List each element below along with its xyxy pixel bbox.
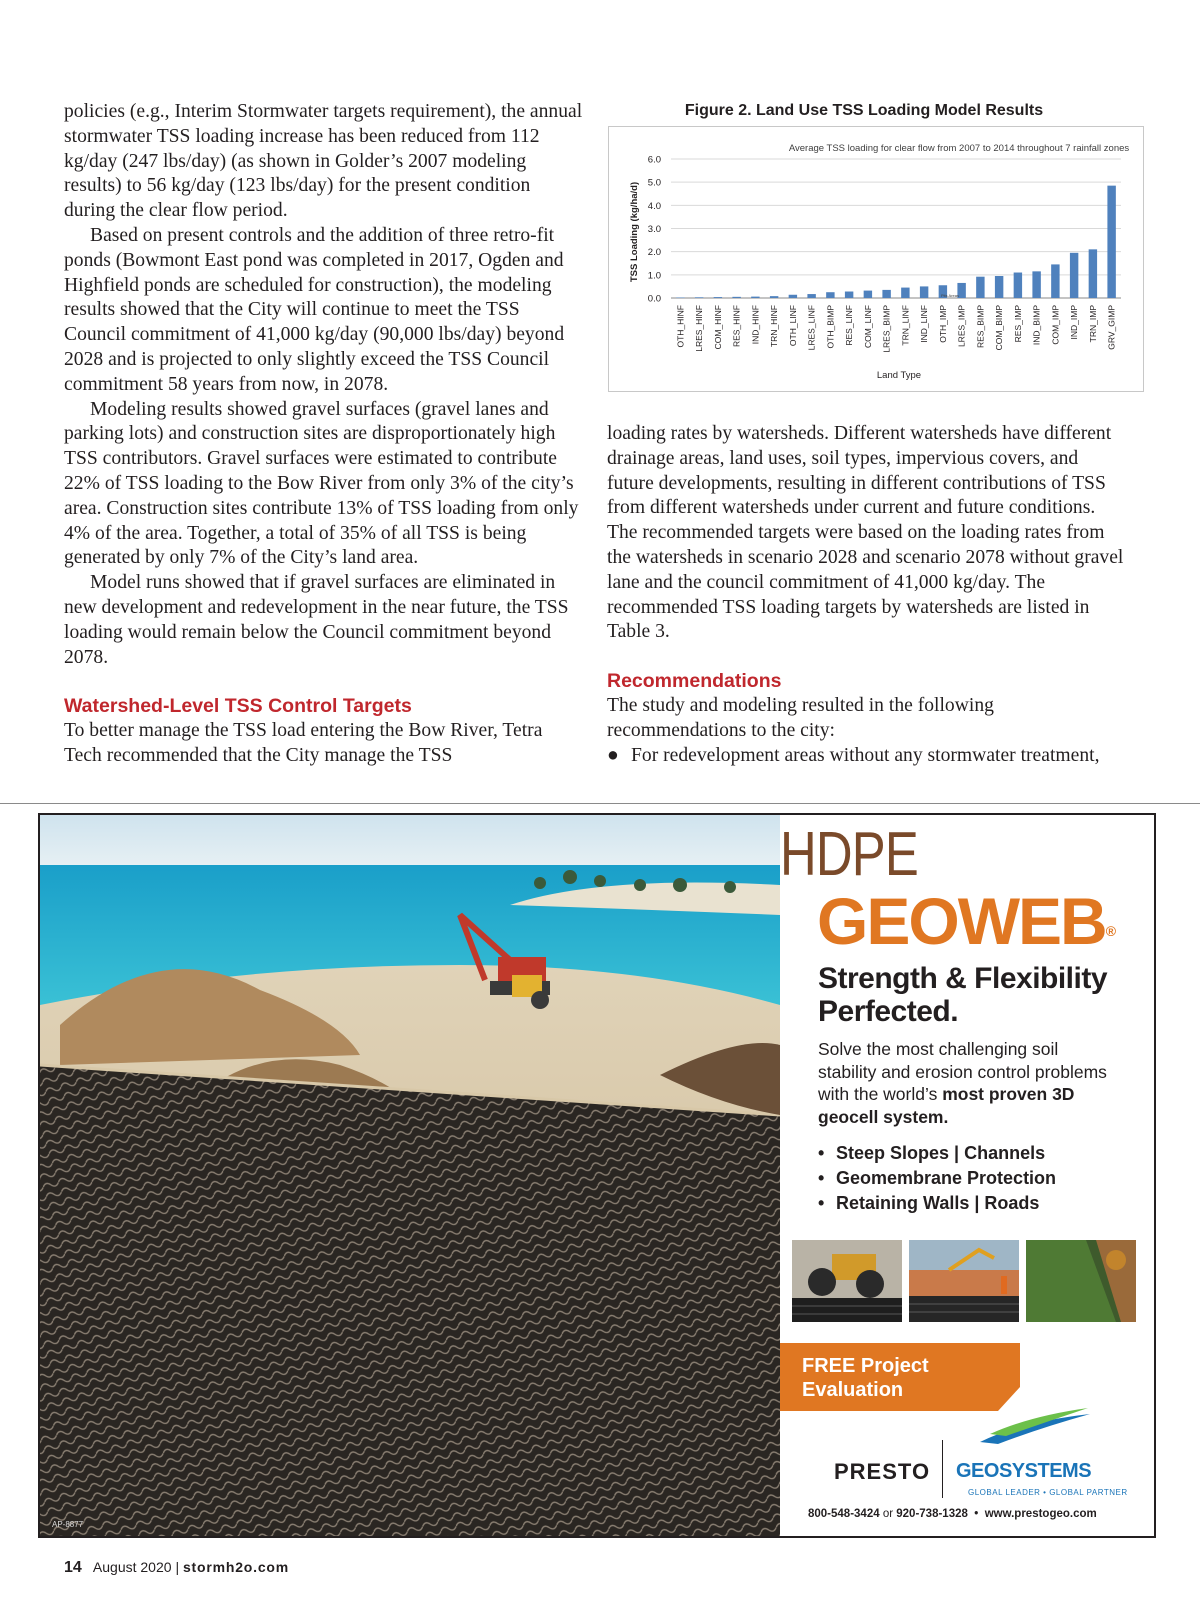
chart-x-tick-label: LRES_LINF bbox=[806, 305, 817, 351]
phone-number[interactable]: 920-738-1328 bbox=[896, 1508, 968, 1520]
chart-bar bbox=[695, 297, 703, 298]
chart-bar bbox=[1051, 264, 1059, 298]
bullet-text: For redevelopment areas without any stormwater treatment, bbox=[631, 744, 1100, 766]
chart-x-tick-label: LRES_HINF bbox=[694, 305, 705, 352]
chart-bar bbox=[1070, 253, 1078, 298]
chart-x-tick-label: IND_HINF bbox=[750, 305, 761, 345]
chart-bar bbox=[751, 297, 759, 298]
chart-x-tick-label: OTH_BIMP bbox=[825, 305, 836, 349]
bullet-dot: • bbox=[818, 1168, 825, 1188]
paragraph: The study and modeling resulted in the following recommendations to the city: bbox=[607, 694, 994, 741]
section-divider bbox=[0, 803, 1200, 804]
chart-bar bbox=[1089, 249, 1097, 298]
paragraph: Modeling results showed gravel surfaces (gravel lanes and parking lots) and construction sites are disproportionately high TSS contributors. Gravel surfaces were estimated to contribute 22% of TSS loading to the Bow River from only 3% of the city’s area. Construction sites contribute 13% of TSS loading from only 4% of the area. Together, a total of 35% of all TSS is being generated by only 7% of the City’s land area. bbox=[64, 398, 579, 569]
chart-x-tick-label: LRES_IMP bbox=[956, 305, 967, 348]
cta-text[interactable] bbox=[802, 1354, 929, 1402]
page-number: 14 bbox=[64, 1559, 82, 1576]
chart-x-tick-label: COM_BIMP bbox=[994, 305, 1005, 351]
chart-bar bbox=[995, 276, 1003, 298]
chart-x-tick-label: GRV_GIMP bbox=[1106, 305, 1117, 350]
site-url[interactable]: stormh2o.com bbox=[182, 1559, 290, 1575]
brand-subtitle: GLOBAL LEADER • GLOBAL PARTNER bbox=[968, 1488, 1128, 1497]
bullet-dot: • bbox=[818, 1193, 825, 1213]
left-article-column bbox=[64, 100, 584, 769]
paragraph: policies (e.g., Interim Stormwater targets requirement), the annual stormwater TSS loading increase has been reduced from 112 kg/day (247 lbs/day) (as shown in Golder’s 2007 modeling results) to 56 kg/day (123 lbs/day) for the present condition during the clear flow period. bbox=[64, 101, 583, 222]
chart-bar bbox=[807, 294, 815, 298]
chart-y-tick-label: 5.0 bbox=[647, 177, 661, 189]
ad-description bbox=[818, 1038, 1108, 1128]
chart-x-tick-label: OTH_IMP bbox=[937, 305, 948, 343]
right-article-column bbox=[607, 422, 1127, 768]
website-link[interactable]: www.prestogeo.com bbox=[984, 1508, 1097, 1520]
chart-bar bbox=[901, 288, 909, 298]
chart-x-tick-label: IND_BIMP bbox=[1031, 305, 1042, 346]
chart-bar bbox=[1014, 273, 1022, 298]
footer-separator: | bbox=[175, 1559, 180, 1575]
tagline-line: Strength & Flexibility bbox=[818, 962, 1108, 995]
chart-canvas bbox=[609, 127, 1143, 391]
chart-bar bbox=[864, 291, 872, 298]
geosystems-brand: GEOSYSTEMS bbox=[956, 1460, 1092, 1482]
chart-x-tick-label: COM_IMP bbox=[1050, 305, 1061, 345]
chart-bar bbox=[845, 292, 853, 298]
feature-text: Steep Slopes | Channels bbox=[836, 1143, 1046, 1163]
geosystems-swoosh-logo bbox=[980, 1408, 1090, 1448]
ad-feature-list bbox=[818, 1141, 1056, 1216]
feature-item bbox=[818, 1166, 1056, 1191]
chart-bar bbox=[789, 295, 797, 298]
cta-line: FREE Project bbox=[802, 1355, 929, 1377]
page-footer bbox=[64, 1559, 289, 1577]
brand-divider bbox=[942, 1440, 943, 1498]
registered-mark: ® bbox=[1105, 923, 1115, 939]
ad-headline-hdpe: HDPE bbox=[780, 820, 918, 889]
chart-title: Average TSS loading for clear flow from 2007 to 2014 throughout 7 rainfall zones bbox=[788, 143, 1130, 154]
chart-bar bbox=[714, 297, 722, 298]
ad-code: AP-8877 bbox=[52, 1520, 84, 1529]
tagline-line: Perfected. bbox=[818, 995, 959, 1028]
chart-x-tick-label: OTH_LINF bbox=[787, 305, 798, 347]
chart-annotation: Pits Areas bbox=[940, 293, 960, 298]
phone-number[interactable]: 800-548-3424 bbox=[808, 1508, 880, 1520]
excavator-photo-thumbnail bbox=[909, 1240, 1019, 1322]
contact-line[interactable] bbox=[808, 1508, 1097, 1520]
chart-x-tick-label: TRN_HINF bbox=[769, 305, 780, 348]
separator: • bbox=[974, 1508, 979, 1520]
chart-y-axis-label: TSS Loading (kg/ha/d) bbox=[629, 181, 640, 283]
chart-x-tick-label: RES_LINF bbox=[844, 305, 855, 346]
ad-headline-geoweb bbox=[817, 884, 1115, 958]
chart-x-tick-label: COM_LINF bbox=[862, 305, 873, 348]
chart-x-tick-label: TRN_IMP bbox=[1087, 305, 1098, 343]
cta-line: Evaluation bbox=[802, 1379, 904, 1401]
feature-text: Geomembrane Protection bbox=[836, 1168, 1057, 1188]
paragraph: loading rates by watersheds. Different watersheds have different drainage areas, land uses, soil types, impervious covers, and future developments, resulting in different contributions of TSS from different watersheds under current and future conditions. The recommended targets were based on the loading rates from the watersheds in scenario 2028 and scenario 2078 without gravel lane and the council commitment of 41,000 kg/day. The recommended TSS loading targets by watersheds are listed in Table 3. bbox=[607, 423, 1124, 643]
desc-text: Solve the most challenging soil stability and erosion control problems with the world’s bbox=[818, 1039, 1107, 1104]
vegetated-wall-photo-thumbnail bbox=[1026, 1240, 1136, 1322]
presto-brand: PRESTO bbox=[834, 1459, 931, 1484]
chart-x-axis-label: Land Type bbox=[876, 370, 922, 381]
bullet-dot: ● bbox=[607, 744, 619, 766]
feature-item bbox=[818, 1191, 1056, 1216]
issue-date: August 2020 bbox=[92, 1559, 172, 1575]
chart-bar bbox=[732, 297, 740, 298]
feature-item bbox=[818, 1141, 1056, 1166]
geoweb-wordmark: GEOWEB bbox=[817, 884, 1106, 958]
bar-chart bbox=[608, 126, 1144, 392]
chart-y-tick-label: 2.0 bbox=[647, 247, 661, 259]
ad-tagline bbox=[818, 962, 1107, 1028]
chart-bar bbox=[1032, 271, 1040, 298]
chart-x-tick-label: IND_IMP bbox=[1069, 305, 1080, 340]
desc-bold-text: most proven 3D geocell system. bbox=[818, 1084, 1075, 1127]
chart-x-tick-label: COM_HINF bbox=[712, 305, 723, 350]
chart-bar bbox=[920, 286, 928, 298]
chart-x-tick-label: RES_IMP bbox=[1012, 305, 1023, 343]
geoweb-slope-photo bbox=[40, 815, 780, 1536]
loader-photo-thumbnail bbox=[792, 1240, 902, 1322]
feature-text: Retaining Walls | Roads bbox=[836, 1193, 1040, 1213]
chart-y-tick-label: 4.0 bbox=[647, 200, 661, 212]
chart-bar bbox=[676, 298, 684, 299]
section-heading: Watershed-Level TSS Control Targets bbox=[64, 695, 412, 718]
chart-x-tick-label: TRN_LINF bbox=[900, 305, 911, 346]
paragraph: To better manage the TSS load entering the Bow River, Tetra Tech recommended that the City manage the TSS bbox=[64, 720, 543, 766]
chart-x-tick-label: IND_LINF bbox=[919, 305, 930, 343]
bullet-dot: • bbox=[818, 1143, 825, 1163]
paragraph: Based on present controls and the addition of three retro-fit ponds (Bowmont East pond was completed in 2017, Ogden and Highfield ponds are scheduled for construction), the modeling results showed that the City will continue to meet the TSS Council commitment of 41,000 kg/day (90,000 lbs/day) beyond 2028 and is projected to only slightly exceed the TSS Council commitment 58 years from now, in 2078. bbox=[64, 224, 565, 395]
chart-y-tick-label: 1.0 bbox=[647, 270, 661, 282]
bullet-item bbox=[607, 744, 1127, 769]
figure-title: Figure 2. Land Use TSS Loading Model Results bbox=[684, 102, 1044, 119]
chart-bar bbox=[770, 296, 778, 298]
chart-y-tick-label: 3.0 bbox=[647, 224, 661, 235]
paragraph: Model runs showed that if gravel surfaces are eliminated in new development and redevelopment in the near future, the TSS loading would remain below the Council commitment beyond 2078. bbox=[64, 572, 569, 668]
chart-x-tick-label: RES_BIMP bbox=[975, 305, 986, 348]
chart-bar bbox=[882, 290, 890, 298]
chart-bar bbox=[976, 277, 984, 298]
section-heading: Recommendations bbox=[607, 670, 782, 693]
or-text: or bbox=[882, 1508, 894, 1520]
chart-x-tick-label: LRES_BIMP bbox=[881, 305, 892, 353]
chart-bar bbox=[826, 292, 834, 298]
chart-y-tick-label: 6.0 bbox=[647, 154, 661, 166]
chart-y-tick-label: 0.0 bbox=[647, 293, 661, 305]
chart-x-tick-label: RES_HINF bbox=[731, 305, 742, 348]
chart-bar bbox=[1107, 186, 1115, 298]
chart-x-tick-label: OTH_HINF bbox=[675, 305, 686, 348]
